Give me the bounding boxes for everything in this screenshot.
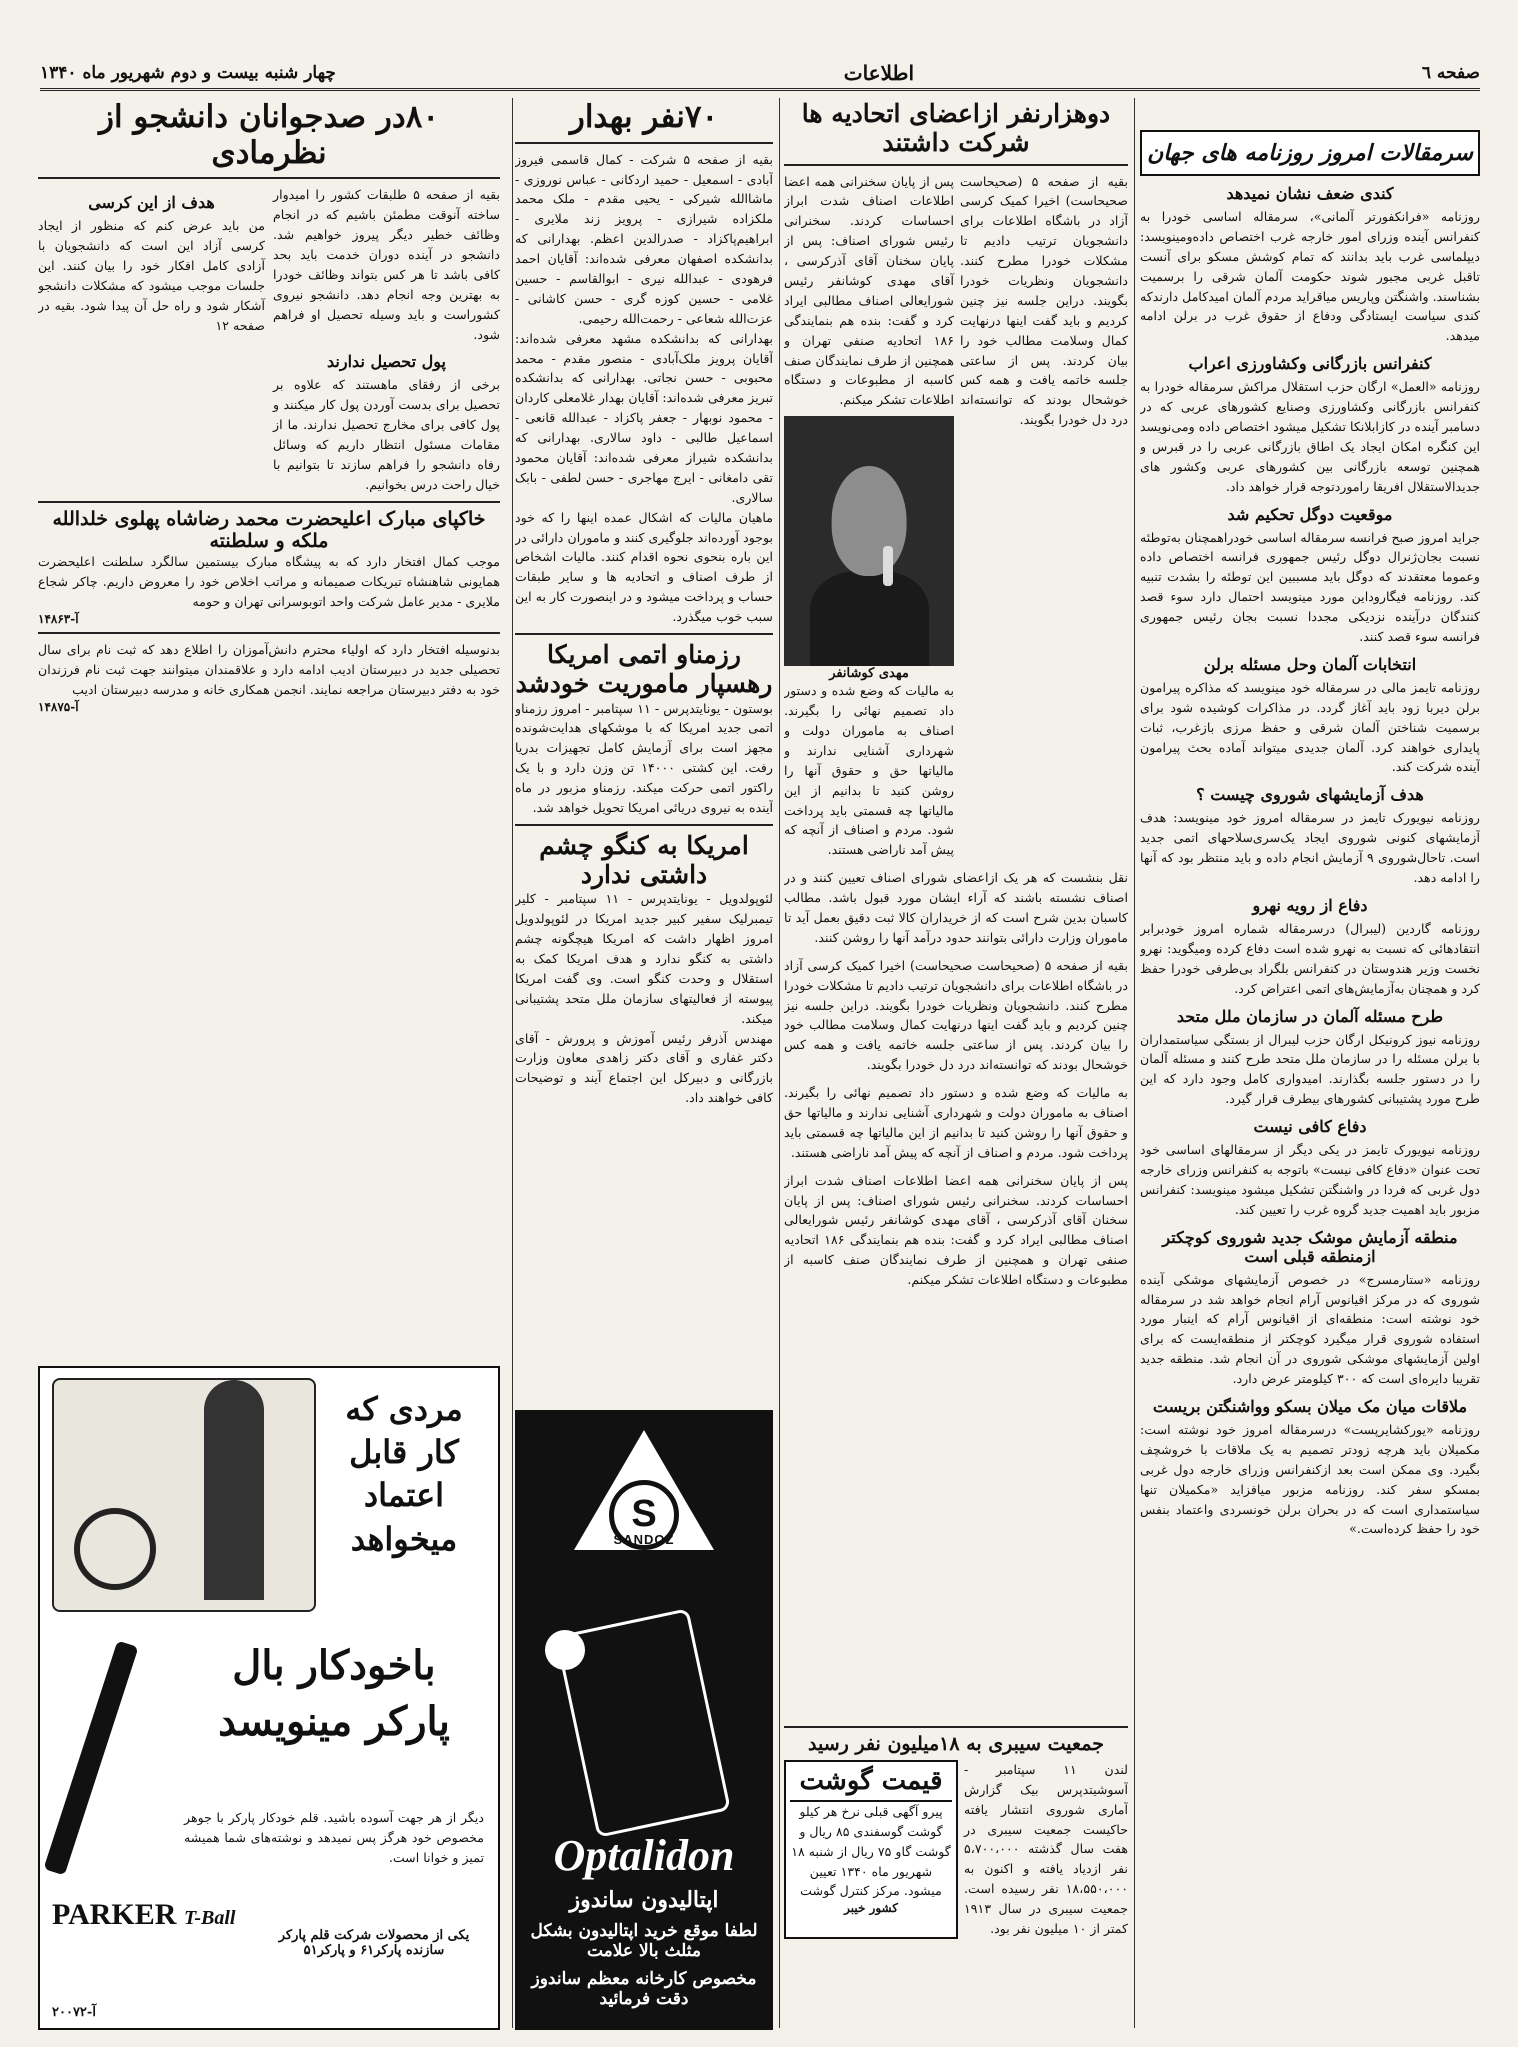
ad-code: آ-۲۰۰۷۲ — [52, 2005, 96, 2020]
article-headline: امریکا به کنگو چشم داشتی ندارد — [539, 830, 749, 889]
s-letter-icon: S — [609, 1480, 679, 1550]
subheading: پول تحصیل ندارند — [327, 352, 446, 372]
brand-name-sub: T-Ball — [183, 1907, 236, 1929]
ad-line: لطفا موقع خرید اپتالیدون بشکل مثلث بالا علامت — [530, 1921, 758, 1961]
column-rule — [512, 98, 513, 2028]
sandoz-logo — [515, 1410, 773, 1610]
article-body: بوستون - یونایتدپرس - ۱۱ سپتامبر - امروز رزمناو اتمی جدید امریکا که با موشکهای هدایت‌شونده مجهز است برای آزمایش کامل تجهیزات بدریا رفت. این کشتی ۱۴۰۰۰ تن وزن دارد و با یک راکتور اتمی حرکت میکند. رزمناو مزبور در ماه آینده به نیروی دریائی امریکا تحویل خواهد شد. — [515, 700, 773, 815]
article-headline: ۷۰نفر بهدار — [569, 100, 719, 135]
ad-line: اپتالیدون ساندوز — [569, 1887, 719, 1913]
article-title: دفاع از رویه نهرو — [1252, 895, 1368, 915]
man-figure-icon — [204, 1380, 264, 1600]
ad-main-line: باخودکار بال پارکر مینویسد — [218, 1642, 450, 1745]
speaker-photo — [784, 416, 954, 666]
unions-article — [784, 100, 1128, 2030]
divider — [515, 824, 773, 826]
article-body: موجب کمال افتخار دارد که به پیشگاه مبارک بیستمین سالگرد سلطنت اعلیحضرت همایونی شاهنشاه تبریکات صمیمانه و مراتب اخلاص خود را معروض داریم. چاکر شجاع ملایری - مدیر عامل شرکت واحد اتوبوسرانی تهران و حومه — [38, 554, 500, 610]
photo-figure — [810, 571, 929, 666]
article-body: مهندس آذرفر رئیس آموزش و پرورش - آقای دکتر غفاری و آقای دکتر زاهدی معاون وزارت بازرگانی و دبیرکل این اجتماع آیند و توضیحات کافی خواهند داد. — [515, 1030, 773, 1106]
health-workers-section — [515, 100, 773, 2030]
article-body: روزنامه نیوز کرونیکل ارگان حزب لیبرال از بستگی سیاستمداران با برلن مسئله را در سازمان ملل متحد طرح کنند و مسئله آلمان را در دستور جلسه بگذارند. امیدواری کامل وجود دارد که این طرح مورد پشتیبانی کشورهای بیطرف قرار گیرد. — [1140, 1031, 1480, 1107]
newspaper-name: اطلاعات — [843, 61, 915, 85]
article-body: بدنوسیله افتخار دارد که اولیاء محترم دانش‌آموزان را اطلاع دهد که ثبت نام برای سال تحصیلی جدید در دبیرستان ادیب ادامه دارد و علاقمندان میتوانند جهت ثبت نام فرزندان خود به دفتر دبیرستان مراجعه نمایند. انجمن همکاری خانه و مدرسه دبیرستان ادیب — [38, 642, 500, 697]
article-body: برخی از رفقای ماهستند که علاوه بر تحصیل برای بدست آوردن پول کار میکنند و پول کافی برای مخارج تحصیل ندارند. ما از مقامات مسئول انتظار داریم که وسائل رفاه دانشجو را فراهم سازند تا بتوانیم با خیال راحت درس بخوانیم. — [273, 377, 500, 492]
ad-slogan: مردی که کار قابل اعتماد میخواهد — [345, 1390, 463, 1558]
article-body: روزنامه «ستارمسرج» در خصوص آزمایشهای موشکی آینده شوروی که در مرکز اقیانوس آرام انجام خواهد شد در سرمقاله خود نوشته است: منطقه‌ای از اقیانوس آرام که اینبار مورد استفاده شوروی قرار میگیرد کوچکتر از منطقه‌ایست که برای اولین آزمایشهای موشکی شوروی در آن انجام شد. منطقه جدید تقریبا دایره‌ای است که ۳۰۰ کیلومتر عرض دارد. — [1140, 1271, 1480, 1387]
article-body: بهدارانی که بدانشکده مشهد معرفی شده‌اند: آقایان پرویز ملک‌آبادی - منصور مقدم - محمد محبوبی - حسن نجاتی. بهدارانی که بدانشکده تبریز معرفی شده‌اند: آقایان بهدار غلامعلی کاردان - محمود نوبهار - جعفر پاکزاد - عبدالله قانعی - اسماعیل طالبی - داود سالاری. بهدارانی که بدانشکده شیراز معرفی شده‌اند: آقایان محمود تقی دامغانی - ایرج مهاجری - حسن لطفی - بابک سالاری. — [515, 330, 773, 505]
article-headline: دوهزارنفر ازاعضای اتحادیه ها شرکت داشتند — [801, 100, 1111, 157]
article-headline: رزمناو اتمی امریکا رهسپار ماموریت خودشد — [515, 640, 773, 698]
article-body: بقیه از صفحه ۵ شرکت - کمال قاسمی فیروز آبادی - اسمعیل - حمید اردکانی - عباس نوروزی - ماشاالله شیرکی - یحیی مقدم - ملک محمد ملکزاده شیرازی - پرویز زند ملایری - ابراهیم‌پاکزاد - صدرالدین اعظم. بهدارانی که بدانشکده اصفهان معرفی شده‌اند: آقایان احمد فرهودی - عبدالله نیری - ابوالقاسم - حسین غلامی - حسین کوزه گری - حسن کاشانی - عزت‌الله شعاعی - رحمت‌الله رحیمی. — [515, 151, 773, 326]
column-rule — [779, 98, 780, 2028]
article-body: روزنامه «فرانکفورتر آلمانی»، سرمقاله اساسی خودرا به کنفرانس آینده وزرای امور خارجه غرب اختصاص داده‌ومینویسد: دیپلماسی غرب باید بدانند که تمام کوشش مسکو برای آنست تاقبل غربی مجبور شوند حکومت آلمان شرقی را برسمیت بشناسند. واشنگتن وپاریس میاقراید مردم آلمان امیدکامل دارندکه کندی سیاست ایستادگی ودفاع از حقوق غرب در برلن ادامه میدهد. — [1140, 209, 1480, 344]
issue-date: چهار شنبه بیست و دوم شهریور ماه ۱۳۴۰ — [40, 63, 336, 83]
article-body: بقیه از صفحه ۵ (صحیحاست صحیحاست) اخیرا کمیک کرسی آزاد در باشگاه اطلاعات برای دانشجویان ترتیب دادیم تا مشکلات خودرا مطرح کنند. دانشجویان ونظریات خودرا بگویند. دراین جلسه نیز چنین کردیم و باید گفت اینها درنهایت کمال وسلامت مطالب خود را بیان کردند. پس از ساعتی جلسه خاتمه یافت و همه کس خوشحال بودند که توانسته‌اند درد دل خودرا بگویند. — [784, 957, 1128, 1073]
brand-name: SANDOZ — [613, 1532, 675, 1547]
article-body: بقیه از صفحه ۵ طلبقات کشور را امیدوار ساخته آنوقت مطمئن باشیم که در انجام وظائف خطیر دیگر پیروز خواهیم شد. دانشجو در آینده دوران خدمت باید بحد کافی باشد تا هر کس بتواند وظائف خودرا به بهترین وجه انجام دهد. دانشجو نیروی کشوراست و باید وسیله تحصیل او فراهم شود. — [273, 187, 500, 342]
divider — [515, 142, 773, 144]
pen-icon — [43, 1640, 138, 1875]
ad-illustration — [515, 1610, 773, 1830]
article-title: منطقه آزمایش موشک جدید شوروی کوچکتر ازمنطقه قبلی است — [1162, 1227, 1458, 1266]
ad-title: قیمت گوشت — [790, 1766, 952, 1802]
section-box-title: سرمقالات امروز روزنامه های جهان — [1140, 130, 1480, 176]
ad-code: آ-۱۴۸۷۵ — [38, 699, 79, 714]
microphone-icon — [883, 546, 893, 586]
article-headline: جمعیت سیبری به ۱۸میلیون نفر رسید — [808, 1733, 1104, 1755]
ad-footer: کشور خیبر — [844, 1901, 898, 1916]
brand-name — [52, 1898, 235, 1932]
divider — [38, 632, 500, 634]
article-body: من باید عرض کنم که منظور از ایجاد کرسی آزاد این است که دانشجویان با آزادی کامل افکار خود را بیان کنند. این جلسات موجب میشود که مشکلات دانشجو آشکار شود و راه حل آن پیدا شود. بقیه در صفحه ۱۲ — [38, 218, 265, 333]
article-body: روزنامه گاردین (لیبرال) درسرمقاله شماره امروز خودبرابر انتقادهائی که نسبت به نهرو شده است دفاع کرده ومیگوید: نهرو نخست وزیر هندوستان در کنفرانس بلگراد بی‌طرفی خودرا حفظ کرد و همچنان به‌آزمایش‌های اتمی اعتراض کرد. — [1140, 920, 1480, 996]
sandoz-ad — [515, 1410, 773, 2030]
article-title: انتخابات آلمان وحل مسئله برلن — [1203, 654, 1417, 674]
article-body: به مالیات که وضع شده و دستور داد تصمیم نهائی را بگیرند. اصناف به ماموران دولت و شهرداری آشنایی ندارند و مالیاتها حق و حقوق آنها را روشن کنید تا بدانیم از این مالیاتها چه قسمتی باید پرداخت شود. مردم و اصناف از آنچه که پیش آمد ناراضی هستند. — [784, 683, 954, 858]
page-header — [40, 58, 1480, 91]
subheading: هدف از این کرسی — [88, 193, 215, 213]
article-body: روزنامه نیویورک تایمز در سرمقاله امروز خود مینویسد: هدف آزمایشهای کنونی شوروی ایجاد یک‌سری‌سلاحهای اتمی جدید است. تاحال‌شوروی ۹ آزمایش انجام داده و باید منتظر بود که آنها را ادامه دهد. — [1140, 810, 1480, 886]
photo-caption: مهدی کوشانفر — [829, 666, 909, 682]
article-body: پس از پایان سخنرانی همه اعضا اطلاعات اصناف شدت ابراز احساسات کردند. سخنرانی رئیس شورای اصناف: پس از پایان سخنان آقای آذرکرسی ، آقای مهدی کوشانفر رئیس شورایعالی اصناف مطالبی ایراد کرد و گفت: بنده هم بنمایندگی ۱۸۶ اتحادیه صنفی تهران و همچنین از طرف نمایندگان صنف کاسبه از مطبوعات و دستگاه اطلاعات تشکر میکنم. — [784, 1172, 1128, 1288]
article-headline: ۸۰در صدجوانان دانشجو از نظرمادی — [99, 100, 439, 171]
divider — [784, 1726, 1128, 1728]
photo-face — [832, 466, 907, 576]
figure-head-icon — [545, 1630, 585, 1670]
ad-body: پیرو آگهی قبلی نرخ هر کیلو گوشت گوسفندی ۸۵ ریال و گوشت گاو ۷۵ ریال از شنبه ۱۸ شهریور ماه ۱۳۴۰ تعیین میشود. مرکز کنترل گوشت — [791, 1803, 951, 1899]
ad-footer: یکی از محصولات شرکت قلم پارکر سازنده پارکر۶۱ و پارکر۵۱ — [278, 1928, 470, 1958]
meat-price-ad — [784, 1760, 958, 1939]
article-title: کندی ضعف نشان نمیدهد — [1226, 184, 1394, 203]
article-title: طرح مسئله آلمان در سازمان ملل متحد — [1176, 1006, 1444, 1026]
article-body: روزنامه تایمز مالی در سرمقاله خود مینویسد که مذاکره پیرامون برلن دیربا زود باید آغاز گردد. در مذاکرات کوشیده شود برای برسمیت شناختن آلمان شرقی و حفظ مرزی بازغرب، ثبات پایداری خواهند کرد. آلمان جدیدی میتواند آماده بحث پیرامون آینده شرکت کند. — [1140, 679, 1480, 775]
parker-pen-ad — [38, 1366, 500, 2030]
world-press-section — [1140, 130, 1480, 2030]
article-title: موقعیت دوگل تحکیم شد — [1227, 504, 1393, 524]
ad-body: دیگر از هر جهت آسوده باشید. قلم خودکار پارکر با جوهر مخصوص خود هرگز پس نمیدهد و نوشته‌های شما همیشه تمیز و خوانا است. — [184, 1810, 484, 1865]
page-number: صفحه ٦ — [1421, 63, 1480, 83]
article-body: بقیه از صفحه ۵ (صحیحاست صحیحاست) اخیرا کمیک کرسی آزاد در باشگاه اطلاعات برای دانشجویان ترتیب دادیم تا مشکلات خودرا مطرح کنند. دانشجویان ونظریات خودرا بگویند. دراین جلسه نیز چنین کردیم و باید گفت اینها درنهایت کمال وسلامت مطالب خود را بیان کردند. پس از ساعتی جلسه خاتمه یافت و همه کس خوشحال بودند که توانسته‌اند درد دل خودرا بگویند. — [960, 173, 1128, 428]
article-body: پس از پایان سخنرانی همه اعضا اطلاعات اصناف شدت ابراز احساسات کردند. سخنرانی رئیس شورای اصناف: پس از پایان سخنان آقای آذرکرسی ، آقای مهدی کوشانفر رئیس شورایعالی اصناف مطالبی ایراد کرد و گفت: بنده هم بنمایندگی ۱۸۶ اتحادیه صنفی تهران و همچنین از طرف نمایندگان صنف کاسبه از مطبوعات و دستگاه اطلاعات تشکر میکنم. — [784, 173, 954, 408]
article-body: به مالیات که وضع شده و دستور داد تصمیم نهائی را بگیرند. اصناف به ماموران دولت و شهرداری آشنایی ندارند و مالیاتها حق و حقوق آنها را روشن کنید تا بدانیم از این مالیاتها چه قسمتی باید پرداخت شود. مردم و اصناف از آنچه که پیش آمد ناراضی هستند. — [784, 1085, 1128, 1160]
article-title: کنفرانس بازرگانی وکشاورزی اعراب — [1188, 354, 1432, 374]
students-section — [38, 100, 500, 2030]
article-body: روزنامه «یورکشایرپست» درسرمقاله امروز خود نوشته است: مکمیلان باید هرچه زودتر تصمیم به یک ملاقات با خروشچف بگیرد. وی ممکن است بعد ازکنفرانس وزرای خارجه دول غربی بمسکو سفر کند. روزنامه مزبور میافزاید «مکمیلان تنها سیاستمداری است که در بحران برلن خونسردی واعتماد بنفس خود را حفظ کرده‌است.» — [1140, 1421, 1480, 1537]
car-illustration — [52, 1378, 316, 1612]
article-title: هدف آزمایشهای شوروی چیست ؟ — [1196, 785, 1424, 805]
ad-line: مخصوص کارخانه معظم ساندوز دقت فرمائید — [531, 1969, 757, 2009]
article-body: نقل بنشست که هر یک ازاعضای شورای اصناف تعیین کنند و در اصناف نشسته باشند که آراء ایشان مورد قبول باشد. مطالب کاسبان بدین شرح است که از خریداران کالا ثبت دقیق بعمل آید تا ماموران وزارت دارائی بتوانند حدود درآمد آنها را روشن کنند. — [784, 870, 1128, 945]
article-title: دفاع کافی نیست — [1253, 1117, 1367, 1137]
ad-code: آ-۱۴۸۶۳ — [38, 612, 79, 627]
article-body: روزنامه نیویورک تایمز در یکی دیگر از سرمقالهای اساسی خود تحت عنوان «دفاع کافی نیست» باتوجه به کنفرانس وزرای خارجه دول غربی که فردا در واشنگتن تشکیل میشود مینویسد: کنفرانس مزبور باید اهمیت جدید گروه غرب را تعیین کند. — [1140, 1142, 1480, 1217]
article-body: جراید امروز صبح فرانسه سرمقاله اساسی خودراهمچنان به‌توطئه نسبت بجان‌ژنرال دوگل رئیس جمهوری فرانسه اختصاص داده وعموما معتقدند که دوگل باید مسببین این توطئه را بشدت تنبیه کند. روزنامه فیگاروداین مورد مینویسد احتمال دارد سوء قصد کنندگان درآینده نزدیکی مجددا نسبت بجان رئیس جمهوری فرانسه سوء قصد کنند. — [1140, 529, 1480, 645]
brand-name-main: PARKER — [52, 1898, 177, 1931]
divider — [784, 164, 1128, 166]
article-body: ماهیان مالیات که اشکال عمده اینها را که خود بوجود آورده‌اند جلوگیری کنند و ماموران دارائی در این باره بنحوی نحوه اقدام کنند. مالیات اشخاص از طرف اصناف و اتحادیه ها و سایر طبقات حساب و پرداخت میشود و در اینصورت کار به این سبب خوب میگذرد. — [515, 509, 773, 625]
article-body: لندن ۱۱ سپتامبر - آسوشیتدپرس بیک گزارش آماری شوروی انتشار یافته حاکیست جمعیت سیبری در هفت سال گذشته ۵،۷۰۰،۰۰۰ نفر ازدیاد یافته و اکنون به ۱۸،۵۵۰،۰۰۰ نفر رسیده است. جمعیت سیبری در سال ۱۹۱۳ کمتر از ۱۰ میلیون نفر بود. — [964, 1761, 1128, 1936]
wheel-icon — [74, 1508, 156, 1590]
article-body: لئوپولدویل - یونایتدپرس - ۱۱ سپتامبر - کلیر تیمبرلیک سفیر کبیر جدید امریکا در لئوپولدویل امروز اظهار داشت که امریکا هیچگونه چشم داشتی به کنگو ندارد و هدف امریکا کمک به استقلال و وحدت کنگو است. وی گفت امریکا پیوسته از فعالیتهای سازمان ملل متحد پشتیبانی میکند. — [515, 891, 773, 1026]
product-name: Optalidon — [553, 1831, 735, 1880]
article-title: ملاقات میان مک میلان بسکو وواشنگتن بریست — [1152, 1396, 1468, 1416]
column-rule — [1134, 98, 1135, 2028]
divider — [515, 633, 773, 635]
article-body: روزنامه «العمل» ارگان حزب استقلال مراکش سرمقاله خودرا به کنفرانس بازرگانی وکشاورزی وصنایع کشورهای عربی که در دسامبر آینده در کازابلانکا تشکیل میشود اختصاص داده ومی‌نویسد این کنگره امکان ایجاد یک اطاق بازرگانی عربی را در قبرس و همچنین توسعه بازرگانی بین کشورهای عربی وکشور های جدیدالاستقلال افریقا راموردتوجه قرار خواهد داد. — [1140, 379, 1480, 494]
divider — [38, 501, 500, 503]
article-headline: خاکپای مبارک اعلیحضرت محمد رضاشاه پهلوی خلدالله ملکه و سلطنته — [52, 507, 486, 552]
divider — [38, 177, 500, 179]
